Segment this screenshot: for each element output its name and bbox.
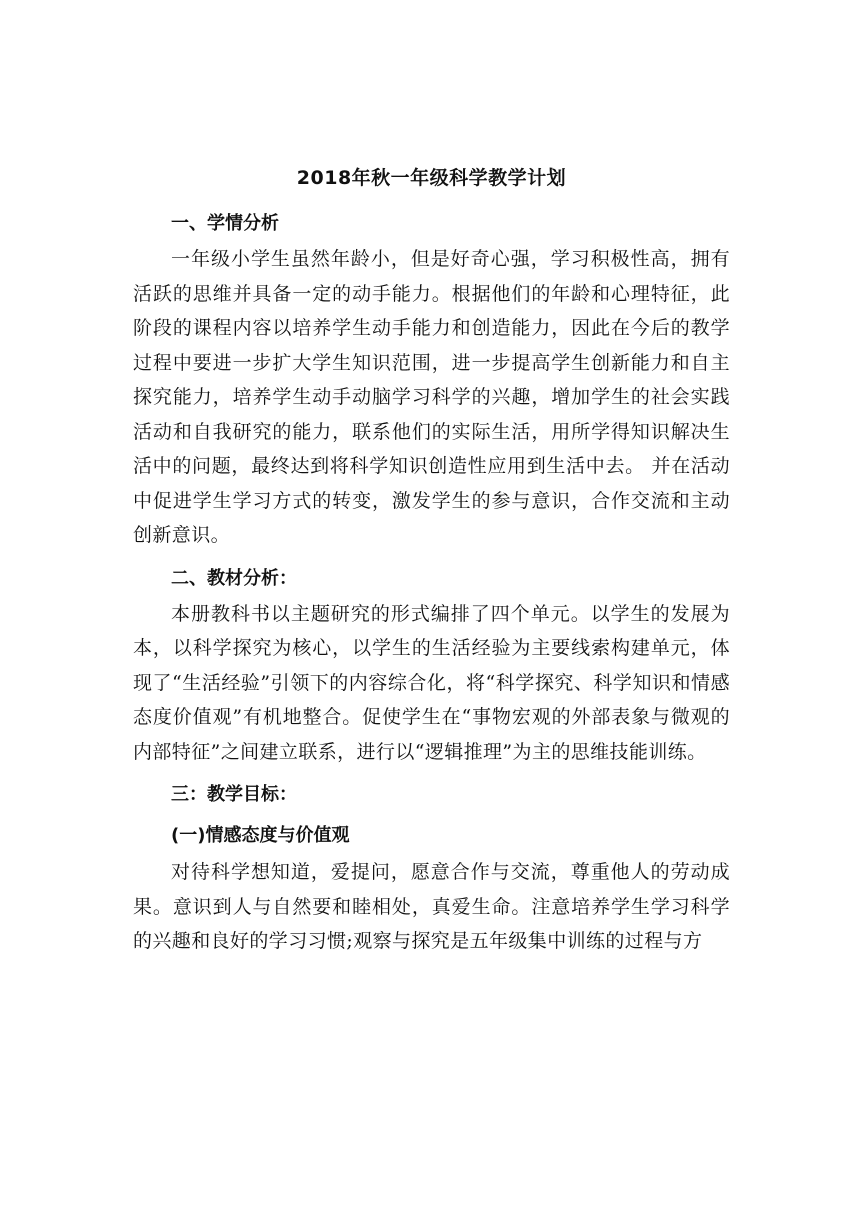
section-paragraph-learning-analysis: 一年级小学生虽然年龄小，但是好奇心强，学习积极性高，拥有活跃的思维并具备一定的动手能力。根据他们的年龄和心理特征，此阶段的课程内容以培养学生动手能力和创造能力，因此在今后的教学过程中要进一步扩大学生知识范围，进一步提高学生创新能力和自主探究能力，培养学生动手动脑学习科学的兴趣，增加学生的社会实践活动和自我研究的能力，联系他们的实际生活，用所学得知识解决生活中的问题，最终达到将科学知识创造性应用到生活中去。 并在活动中促进学生学习方式的转变，激发学生的参与意识，合作交流和主动创新意识。 [133,248,730,546]
document-page [133,158,730,959]
section-heading-learning-analysis: 一、学情分析 [171,213,279,234]
section-heading-teaching-goals: 三：教学目标： [171,784,297,805]
section-paragraph-textbook-analysis: 本册教科书以主题研究的形式编排了四个单元。以学生的发展为本，以科学探究为核心，以学生的生活经验为主要线索构建单元，体现了“生活经验”引领下的内容综合化，将“科学探究、科学知识和情感态度价值观”有机地整合。促使学生在“事物宏观的外部表象与微观的内部特征”之间建立联系，进行以“逻辑推理”为主的思维技能训练。 [133,602,730,763]
section-paragraph-attitude-values: 对待科学想知道，爱提问，愿意合作与交流，尊重他人的劳动成果。意识到人与自然要和睦相处，真爱生命。注意培养学生学习科学的兴趣和良好的学习习惯;观察与探究是五年级集中训练的过程与方 [133,861,730,952]
subheading-attitude-values: (一)情感态度与价值观 [171,825,350,846]
section-heading-textbook-analysis: 二、教材分析： [171,567,297,589]
document-title: 2018年秋一年级科学教学计划 [296,167,567,189]
